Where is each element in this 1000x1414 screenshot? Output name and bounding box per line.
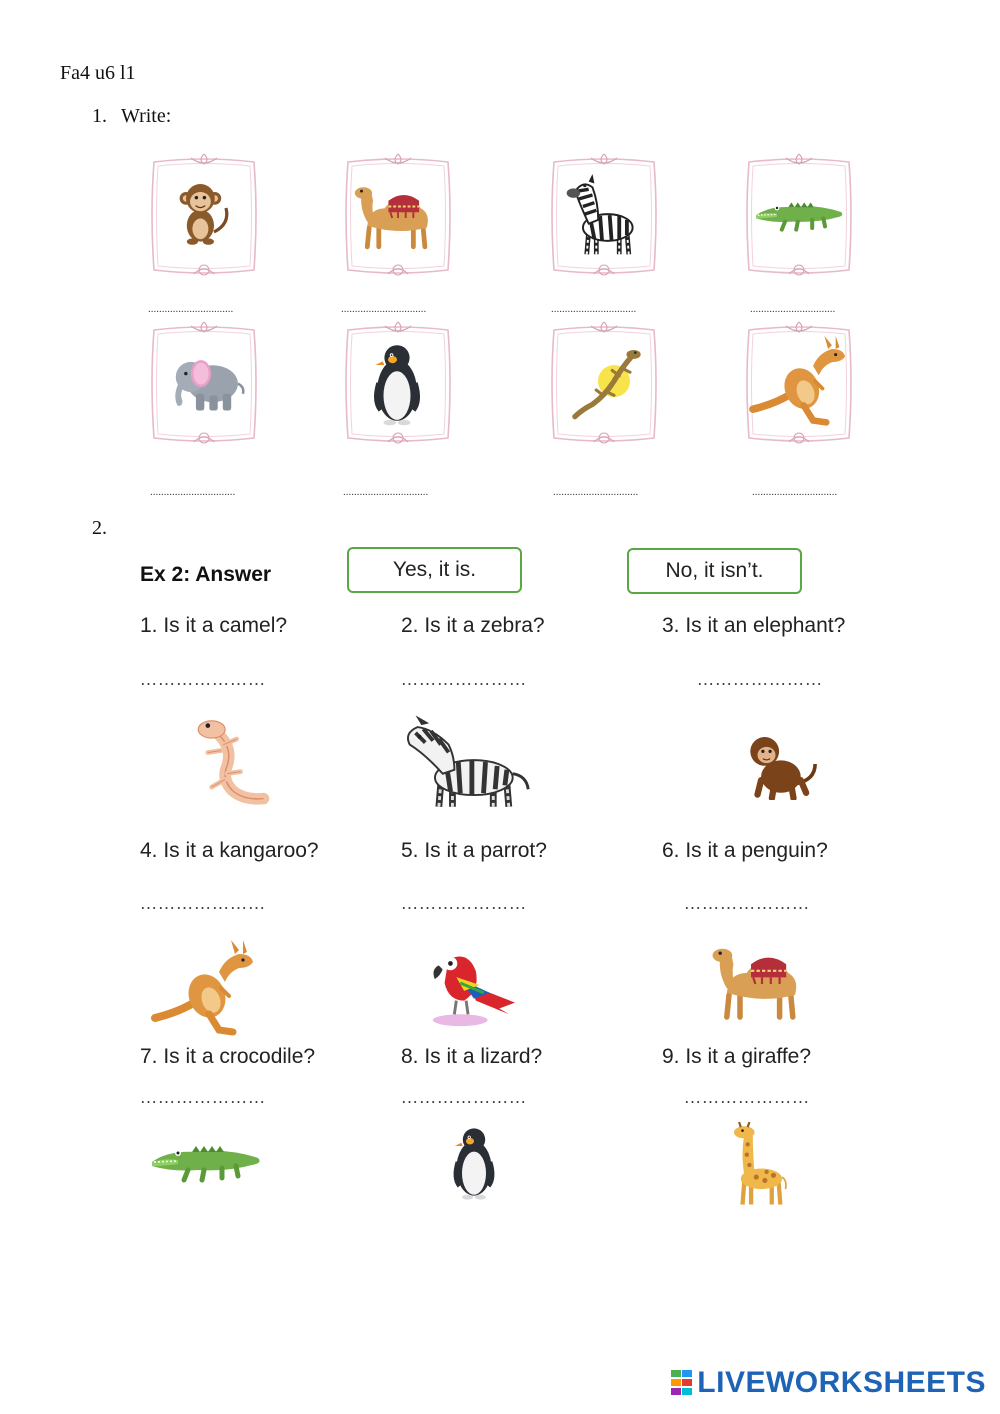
crocodile-icon <box>753 186 849 238</box>
answer-blank[interactable]: ............................... <box>553 486 639 498</box>
picture-card-penguin <box>340 318 456 446</box>
zebra-icon <box>400 714 536 814</box>
picture-card-monkey <box>146 150 262 278</box>
lizard-icon <box>182 716 274 812</box>
brand-name: LIVEWORKSHEETS <box>697 1366 986 1399</box>
exercise-1-instruction: Write: <box>121 105 172 127</box>
answer-blank[interactable]: ............................... <box>148 303 234 315</box>
answer-blank[interactable]: ............................... <box>341 303 427 315</box>
answer-blank[interactable]: ............................... <box>752 486 838 498</box>
option-no-box: No, it isn’t. <box>627 548 802 594</box>
monkey-icon <box>738 728 822 800</box>
picture-card-zebra <box>546 150 662 278</box>
answer-blank[interactable]: ………………… <box>401 1088 527 1107</box>
elephant-icon <box>164 346 248 418</box>
picture-card-elephant <box>146 318 262 446</box>
answer-blank[interactable]: ………………… <box>140 1088 266 1107</box>
answer-blank[interactable]: ………………… <box>697 670 823 689</box>
answer-blank[interactable]: ………………… <box>401 670 527 689</box>
monkey-icon <box>170 172 234 252</box>
answer-blank[interactable]: ………………… <box>140 894 266 913</box>
exercise-1-number: 1. <box>92 105 107 127</box>
exercise-2-heading: Ex 2: Answer <box>140 563 272 586</box>
answer-blank[interactable]: ………………… <box>684 1088 810 1107</box>
question-7: 7. Is it a crocodile? <box>140 1045 316 1068</box>
picture-card-crocodile <box>741 150 857 278</box>
question-6: 6. Is it a penguin? <box>662 839 828 862</box>
zebra-icon <box>560 174 646 260</box>
answer-blank[interactable]: ………………… <box>684 894 810 913</box>
exercise-2-number: 2. <box>92 517 107 539</box>
question-4: 4. Is it a kangaroo? <box>140 839 319 862</box>
answer-blank[interactable]: ………………… <box>401 894 527 913</box>
giraffe-icon <box>720 1122 796 1208</box>
question-3: 3. Is it an elephant? <box>662 614 846 637</box>
answer-blank[interactable]: ............................... <box>150 486 236 498</box>
option-yes-box: Yes, it is. <box>347 547 522 593</box>
answer-blank[interactable]: ............................... <box>750 303 836 315</box>
parrot-icon <box>420 940 520 1028</box>
lizard-icon <box>566 342 646 422</box>
answer-blank[interactable]: ………………… <box>140 670 266 689</box>
camel-icon <box>706 940 818 1028</box>
crocodile-icon <box>148 1128 268 1188</box>
picture-card-lizard <box>546 318 662 446</box>
question-5: 5. Is it a parrot? <box>401 839 547 862</box>
answer-blank[interactable]: ............................... <box>551 303 637 315</box>
question-8: 8. Is it a lizard? <box>401 1045 543 1068</box>
picture-card-kangaroo <box>741 318 857 446</box>
question-1: 1. Is it a camel? <box>140 614 288 637</box>
question-2: 2. Is it a zebra? <box>401 614 545 637</box>
liveworksheets-logo-icon <box>671 1370 693 1396</box>
answer-blank[interactable]: ............................... <box>343 486 429 498</box>
picture-card-camel <box>340 150 456 278</box>
worksheet-title: Fa4 u6 l1 <box>60 62 136 84</box>
brand-logo[interactable] <box>671 1366 986 1400</box>
penguin-icon <box>444 1122 504 1202</box>
kangaroo-icon <box>747 334 851 428</box>
camel-icon <box>350 178 446 258</box>
penguin-icon <box>370 336 424 430</box>
kangaroo-icon <box>138 938 270 1038</box>
question-9: 9. Is it a giraffe? <box>662 1045 812 1068</box>
